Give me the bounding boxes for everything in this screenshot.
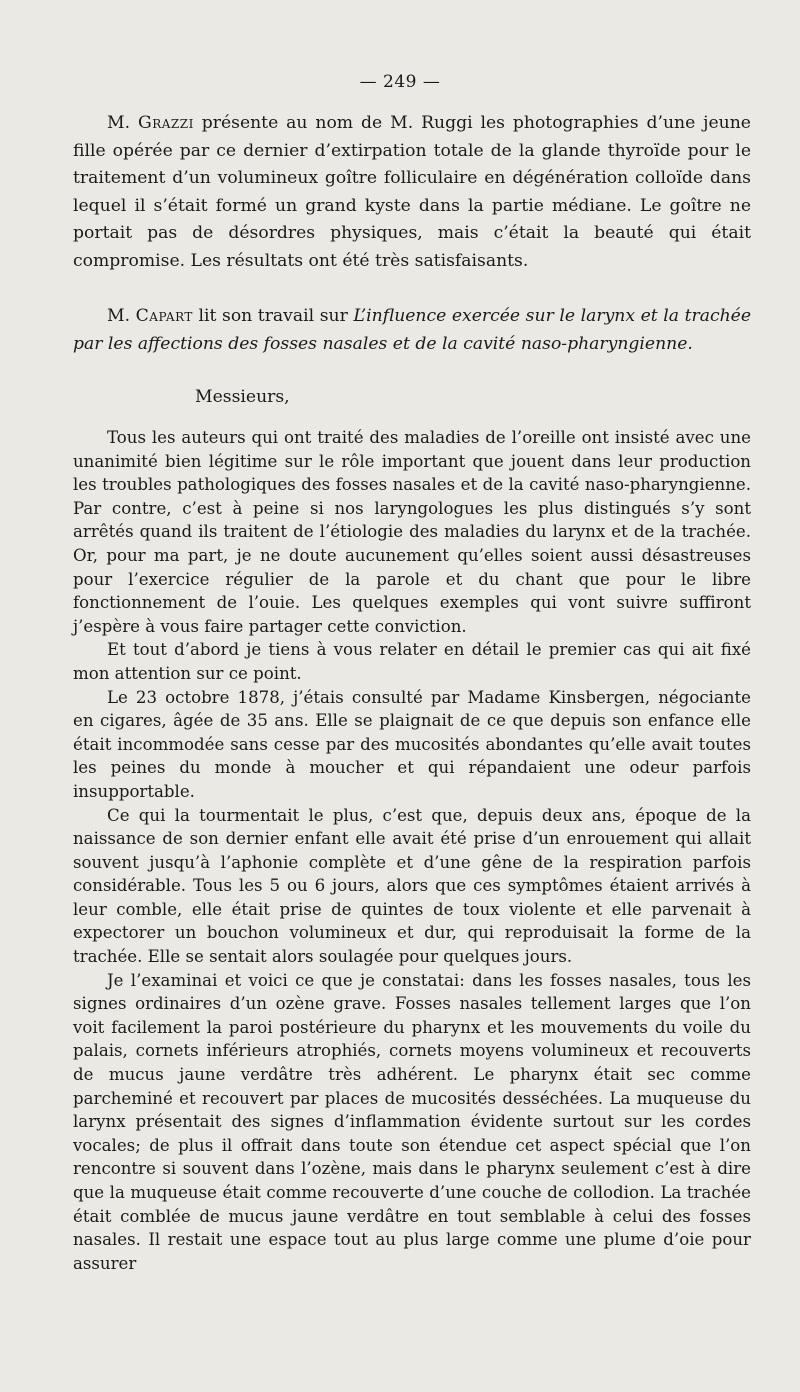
capart-name: Capart [135,306,193,326]
capart-prefix: M. [107,306,136,326]
salutation: Messieurs, [195,387,290,407]
paragraph-3: Le 23 octobre 1878, j’étais consulté par Madame Kinsbergen, négociante en cigares, âgée de 35 ans. Elle se plaignait de ce que depuis son enfance elle était incommodée sans cesse par des mucosités abondantes qu’elle avait toutes les peines du monde à moucher et qui répandaient une odeur parfois insupportable. [73,687,751,801]
salutation-block [73,384,751,412]
capart-title: L’influence exercée sur le larynx et la trachée par les affections des fosses nasales et de la cavité naso-pharyngienne. [73,306,752,354]
grazzi-name: Grazzi [137,113,194,133]
paragraph-4: Ce qui la tourmentait le plus, c’est que, depuis deux ans, époque de la naissance de son dernier enfant elle avait été prise d’un enrouement qui allait souvent jusqu’à l’aphonie complète et d’une gêne de la respiration parfois considérable. Tous les 5 ou 6 jours, alors que ces symptômes étaient arrivés à leur comble, elle était prise de quintes de toux violente et elle parvenait à expectorer un bouchon volumineux et dur, qui reproduisait la forme de la trachée. Elle se sentait alors soulagée pour quelques jours. [73,805,751,967]
paragraph-2: Et tout d’abord je tiens à vous relater en détail le premier cas qui ait fixé mon attention sur ce point. [73,640,751,683]
capart-paragraph [73,303,751,358]
body-text [73,426,751,1275]
capart-text: lit son travail sur [192,306,354,326]
page-number: — 249 — [359,72,441,92]
paragraph-1: Tous les auteurs qui ont traité des maladies de l’oreille ont insisté avec une unanimité bien légitime sur le rôle important que jouent dans leur production les troubles pathologiques des fosses nasales et de la cavité naso-pharyngienne. Par contre, c’est à peine si nos laryngologues les plus distingués s’y sont arrêtés quand ils traitent de l’étiologie des maladies du larynx et de la trachée. Or, pour ma part, je ne doute aucunement qu’elles soient aussi désastreuses pour l’exercice régulier de la parole et du chant que pour le libre fonctionnement de l’ouie. Les quelques exemples qui vont suivre suffiront j’espère à vous faire partager cette conviction. [73,428,751,636]
grazzi-prefix: M. [107,113,138,133]
grazzi-paragraph [73,110,751,276]
grazzi-text: présente au nom de M. Ruggi les photographies d’une jeune fille opérée par ce dernier d’extirpation totale de la glande thyroïde pour le traitement d’un volumineux goître folliculaire en dégénération colloïde dans lequel il s’était formé un grand kyste dans la partie médiane. Le goître ne portait pas de désordres physiques, mais c’était la beauté qui était compromise. Les résultats ont été très satisfaisants. [73,113,751,271]
paragraph-5: Je l’examinai et voici ce que je constatai: dans les fosses nasales, tous les signes ordinaires d’un ozène grave. Fosses nasales tellement larges que l’on voit facilement la paroi postérieure du pharynx et les mouvements du voile du palais, cornets inférieurs atrophiés, cornets moyens volumineux et recouverts de mucus jaune verdâtre très adhérent. Le pharynx était sec comme parcheminé et recouvert par places de mucosités desséchées. La muqueuse du larynx présentait des signes d’inflammation évidente surtout sur les cordes vocales; de plus il offrait dans toute son étendue cet aspect spécial que l’on rencontre si souvent dans l’ozène, mais dans le pharynx seulement c’est à dire que la muqueuse était comme recouverte d’une couche de collodion. La trachée était comblée de mucus jaune verdâtre en tout semblable à celui des fosses nasales. Il restait une espace tout au plus large comme une plume d’oie pour assurer [73,970,751,1273]
